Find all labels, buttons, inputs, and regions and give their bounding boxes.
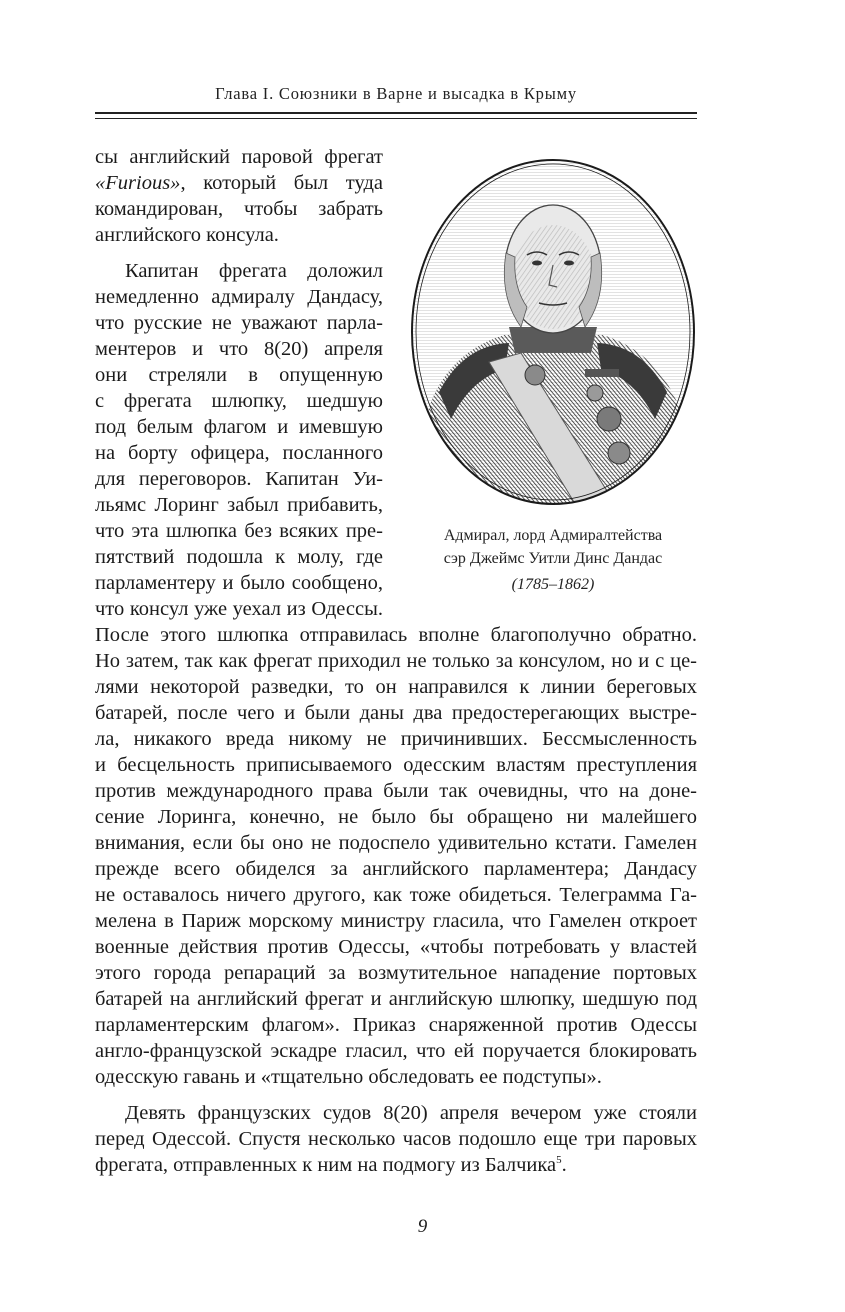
- text-line: прежде всего обиделся за английского парламентера; Дандасу: [95, 858, 697, 880]
- text-line: англо-французской эскадре гласил, что ей поручается блокировать: [95, 1040, 697, 1062]
- text-line: военные действия против Одессы, «чтобы потребовать у властей: [95, 936, 697, 958]
- text-line: [95, 170, 383, 196]
- text-line: лями некоторой разведки, то он направился к линии береговых: [95, 676, 697, 698]
- text-line: что русские не уважают парла-: [95, 312, 383, 334]
- page-number: 9: [417, 1216, 428, 1237]
- text-line: не оставалось ничего другого, как тоже обидеться. Телеграмма Га-: [95, 884, 697, 906]
- text-line: пятствий подошла к молу, где: [95, 546, 383, 568]
- text-line: одесскую гавань и «тщательно обследовать ее подступы».: [95, 1066, 602, 1088]
- caption-line: Адмирал, лорд Адмиралтейства: [443, 527, 663, 544]
- admiral-portrait: [409, 157, 697, 507]
- ship-name-italic: «Furious»: [95, 172, 181, 194]
- text-line: английского консула.: [95, 224, 279, 246]
- text-line: под белым флагом и имевшую: [95, 416, 383, 438]
- text-line: и бесцельность приписываемого одесским властям преступления: [95, 754, 697, 776]
- text-line: командирован, чтобы забрать: [95, 198, 383, 220]
- text-line: мелена в Париж морскому министру гласила, что Гамелен откроет: [95, 910, 697, 932]
- text-line: батарей, после чего и были даны два предостерегающих выстре-: [95, 702, 697, 724]
- text-fragment: фрегата, отправленных к ним на подмогу из Балчика: [95, 1154, 557, 1176]
- portrait-caption: [409, 524, 697, 596]
- running-header: Глава I. Союзники в Варне и высадка в Крыму: [215, 84, 577, 103]
- text-line: После этого шлюпка отправилась вполне благополучно обратно.: [95, 624, 697, 646]
- text-line: что эта шлюпка без всяких пре-: [95, 520, 383, 542]
- footnote-marker: 5: [556, 1154, 562, 1167]
- text-line: льямс Лоринг забыл прибавить,: [95, 494, 383, 516]
- paragraph-gap: [95, 1090, 697, 1100]
- text-fragment: .: [561, 1154, 567, 1176]
- text-line: Девять французских судов 8(20) апреля вечером уже стояли: [125, 1102, 697, 1124]
- text-line: ла, никакого вреда никому не причинивших. Бессмысленность: [95, 728, 697, 750]
- header-rule-thick: [95, 112, 697, 114]
- text-line: сы английский паровой фрегат: [95, 146, 383, 168]
- caption-line: сэр Джеймс Уитли Динс Дандас: [443, 550, 663, 567]
- text-line: этого города репараций за возмутительное нападение портовых: [95, 962, 697, 984]
- portrait-engraving-image: [409, 157, 697, 507]
- text-line: для переговоров. Капитан Уи-: [95, 468, 383, 490]
- text-line: на борту офицера, посланного: [95, 442, 383, 464]
- text-line: они стреляли в опущенную: [95, 364, 383, 386]
- text-line: против международного права были так очевидны, что на доне-: [95, 780, 697, 802]
- text-line: что консул уже уехал из Одессы.: [95, 598, 383, 620]
- text-line: парламентерским флагом». Приказ снаряженной против Одессы: [95, 1014, 697, 1036]
- text-line: немедленно адмиралу Дандасу,: [95, 286, 383, 308]
- text-line: ментеров и что 8(20) апреля: [95, 338, 383, 360]
- text-fragment: , который был туда: [180, 172, 383, 194]
- text-line: внимания, если бы оно не подоспело удивительно кстати. Гамелен: [95, 832, 697, 854]
- text-line: с фрегата шлюпку, шедшую: [95, 390, 383, 412]
- text-line: батарей на английский фрегат и английскую шлюпку, шедшую под: [95, 988, 697, 1010]
- text-line: перед Одессой. Спустя несколько часов подошло еще три паровых: [95, 1128, 697, 1150]
- text-line: [95, 1152, 697, 1178]
- caption-dates: (1785–1862): [511, 576, 595, 593]
- text-line: парламентеру и было сообщено,: [95, 572, 383, 594]
- text-line: Но затем, так как фрегат приходил не только за консулом, но и с це-: [95, 650, 697, 672]
- text-line: сение Лоринга, конечно, не было бы обращено ни малейшего: [95, 806, 697, 828]
- header-rule-thin: [95, 118, 697, 119]
- text-line: Капитан фрегата доложил: [125, 260, 383, 282]
